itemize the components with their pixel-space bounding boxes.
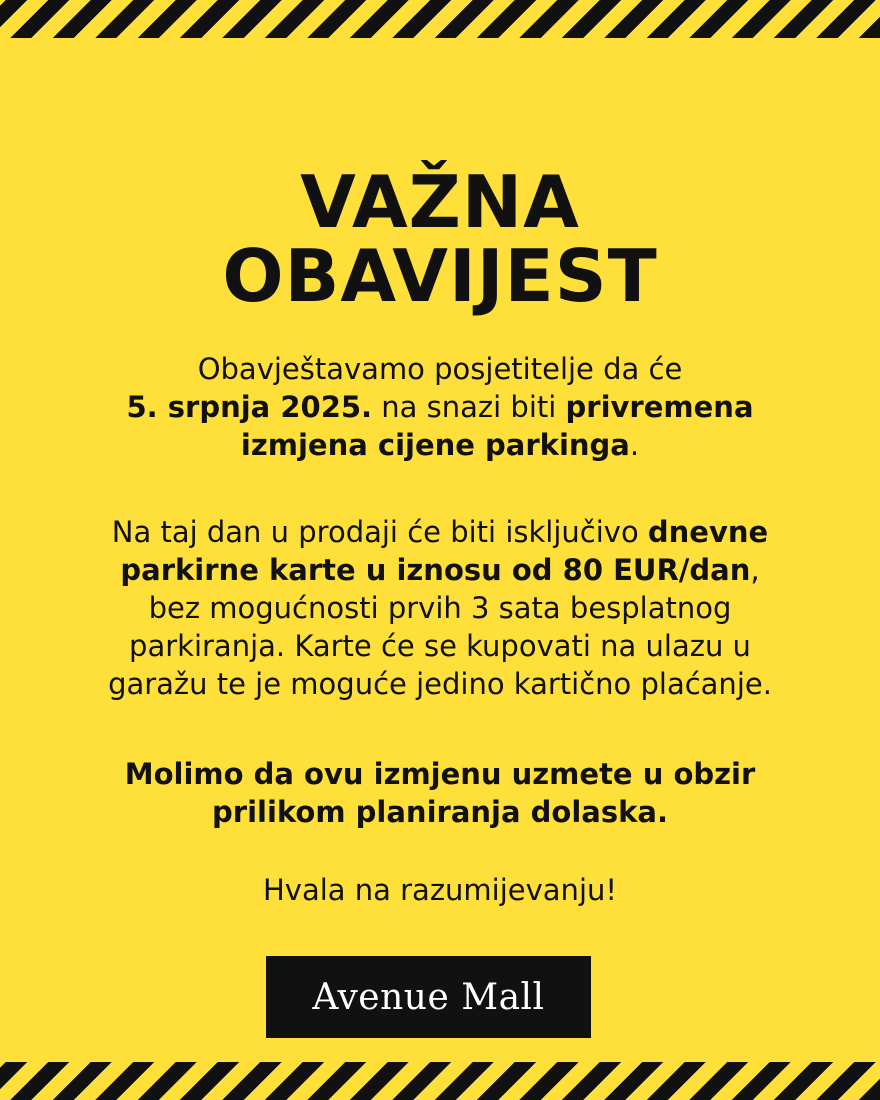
- notice-thanks: [40, 871, 840, 909]
- avenue-mall-logo: [266, 956, 591, 1038]
- price-highlight: parkirne karte u iznosu od 80 EUR/dan: [120, 553, 751, 587]
- p1-line-2: [40, 388, 840, 426]
- p1-line-3-end: .: [629, 428, 640, 462]
- p2-line-1-text: Na taj dan u prodaji će biti isključivo: [111, 515, 648, 549]
- p2-line-3: bez mogućnosti prvih 3 sata besplatnog: [148, 591, 732, 625]
- p1-line-3-bold: izmjena cijene parkinga: [240, 428, 630, 462]
- p2-line-1-bold: dnevne: [647, 515, 769, 549]
- p1-line-1: Obavještavamo posjetitelje da će: [197, 352, 683, 386]
- notice-paragraph-2: [40, 513, 840, 703]
- thanks-text: Hvala na razumijevanju!: [262, 873, 618, 907]
- p2-line-4: parkiranja. Karte će se kupovati na ulazu u: [129, 629, 751, 663]
- p2-line-2-end: ,: [750, 553, 760, 587]
- p2-line-5: garažu te je moguće jedino kartično plaćanje.: [108, 667, 772, 701]
- p3-line-1: Molimo da ovu izmjenu uzmete u obzir: [124, 757, 756, 791]
- p3-line-2: prilikom planiranja dolaska.: [212, 795, 668, 829]
- title-line-1: VAŽNA: [300, 160, 580, 244]
- notice-title: [0, 160, 880, 318]
- p1-line-2-bold: privremena: [565, 390, 754, 424]
- hazard-stripes-top: [0, 0, 880, 38]
- hazard-stripes-bottom: [0, 1062, 880, 1100]
- p2-line-2: [40, 551, 840, 589]
- title-line-2: OBAVIJEST: [222, 234, 658, 318]
- p1-line-3: [40, 426, 840, 464]
- notice-paragraph-3: [40, 755, 840, 831]
- notice-paragraph-1: [40, 350, 840, 464]
- p1-line-2-text: na snazi biti: [372, 390, 566, 424]
- p2-line-1: [40, 513, 840, 551]
- date-highlight: 5. srpnja 2025.: [126, 390, 373, 424]
- logo-text: Avenue Mall: [312, 976, 545, 1018]
